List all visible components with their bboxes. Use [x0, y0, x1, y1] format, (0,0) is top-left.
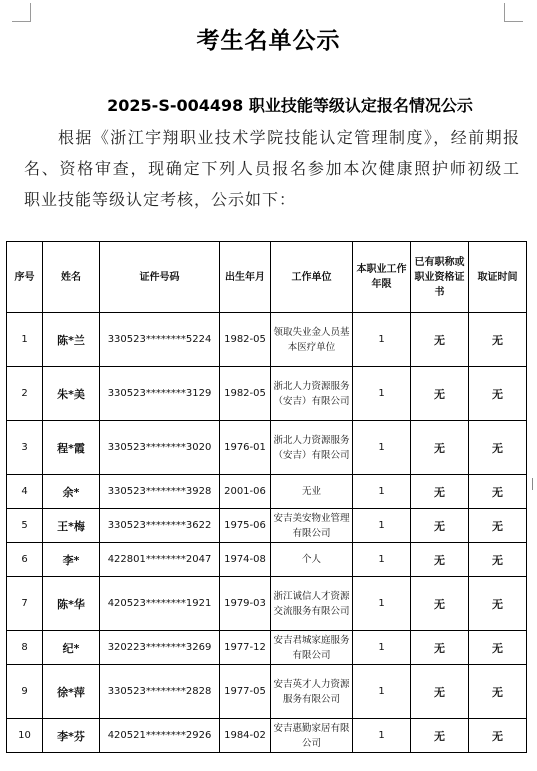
cell-name: 李*芬 — [43, 719, 100, 753]
cell-id: 330523********3129 — [100, 367, 220, 421]
header-id: 证件号码 — [100, 242, 220, 313]
header-unit: 工作单位 — [271, 242, 353, 313]
header-birth: 出生年月 — [220, 242, 271, 313]
table-row — [7, 509, 527, 543]
margin-corner-mark-right — [504, 3, 523, 22]
cell-no: 2 — [7, 367, 43, 421]
cell-years: 1 — [353, 543, 411, 577]
cell-date: 无 — [469, 577, 527, 631]
cell-birth: 1977-05 — [220, 665, 271, 719]
cell-name: 王*梅 — [43, 509, 100, 543]
cell-date: 无 — [469, 665, 527, 719]
cell-birth: 1977-12 — [220, 631, 271, 665]
cell-unit: 浙北人力资源服务（安吉）有限公司 — [271, 421, 353, 475]
cell-cert: 无 — [411, 665, 469, 719]
cell-date: 无 — [469, 509, 527, 543]
cell-birth: 1982-05 — [220, 367, 271, 421]
cell-years: 1 — [353, 421, 411, 475]
cell-unit: 浙江诚信人才资源交流服务有限公司 — [271, 577, 353, 631]
cell-name: 徐*萍 — [43, 665, 100, 719]
cell-unit: 个人 — [271, 543, 353, 577]
cell-years: 1 — [353, 719, 411, 753]
header-date: 取证时间 — [469, 242, 527, 313]
cell-name: 李* — [43, 543, 100, 577]
cell-id: 330523********3020 — [100, 421, 220, 475]
cell-cert: 无 — [411, 577, 469, 631]
notice-subtitle: 2025-S-004498 职业技能等级认定报名情况公示 — [107, 96, 473, 115]
intro-paragraph: 根据《浙江宇翔职业技术学院技能认定管理制度》，经前期报名、资格审查，现确定下列人员报名参加本次健康照护师初级工 职业技能等级认定考核，公示如下： — [24, 128, 520, 209]
cell-no: 9 — [7, 665, 43, 719]
cell-birth: 2001-06 — [220, 475, 271, 509]
table-row — [7, 367, 527, 421]
cell-no: 4 — [7, 475, 43, 509]
cell-name: 陈*兰 — [43, 313, 100, 367]
cell-birth: 1976-01 — [220, 421, 271, 475]
cell-no: 1 — [7, 313, 43, 367]
cell-birth: 1982-05 — [220, 313, 271, 367]
cell-cert: 无 — [411, 475, 469, 509]
page-tick-mark — [532, 478, 533, 490]
table-row — [7, 719, 527, 753]
cell-id: 422801********2047 — [100, 543, 220, 577]
cell-unit: 安吉英才人力资源服务有限公司 — [271, 665, 353, 719]
cell-unit: 浙北人力资源服务（安吉）有限公司 — [271, 367, 353, 421]
cell-id: 330523********3928 — [100, 475, 220, 509]
cell-years: 1 — [353, 665, 411, 719]
cell-date: 无 — [469, 367, 527, 421]
cell-unit: 领取失业金人员基本医疗单位 — [271, 313, 353, 367]
cell-years: 1 — [353, 475, 411, 509]
table-row — [7, 421, 527, 475]
cell-unit: 安吉美安物业管理有限公司 — [271, 509, 353, 543]
table-row — [7, 475, 527, 509]
candidate-table — [6, 241, 527, 753]
cell-no: 6 — [7, 543, 43, 577]
cell-name: 陈*华 — [43, 577, 100, 631]
cell-id: 330523********2828 — [100, 665, 220, 719]
cell-date: 无 — [469, 313, 527, 367]
cell-no: 10 — [7, 719, 43, 753]
margin-corner-mark-left — [12, 3, 31, 22]
cell-id: 330523********5224 — [100, 313, 220, 367]
cell-birth: 1974-08 — [220, 543, 271, 577]
cell-date: 无 — [469, 631, 527, 665]
cell-date: 无 — [469, 421, 527, 475]
table-row — [7, 543, 527, 577]
cell-years: 1 — [353, 577, 411, 631]
cell-cert: 无 — [411, 631, 469, 665]
cell-no: 5 — [7, 509, 43, 543]
cell-id: 420521********2926 — [100, 719, 220, 753]
cell-date: 无 — [469, 543, 527, 577]
cell-birth: 1984-02 — [220, 719, 271, 753]
cell-years: 1 — [353, 509, 411, 543]
header-cert: 已有职称或职业资格证书 — [411, 242, 469, 313]
table-header-row — [7, 242, 527, 313]
cell-cert: 无 — [411, 367, 469, 421]
cell-years: 1 — [353, 631, 411, 665]
cell-cert: 无 — [411, 313, 469, 367]
table-row — [7, 665, 527, 719]
table-row — [7, 313, 527, 367]
cell-date: 无 — [469, 475, 527, 509]
cell-unit: 无业 — [271, 475, 353, 509]
page-title: 考生名单公示 — [196, 28, 341, 54]
cell-name: 纪* — [43, 631, 100, 665]
cell-unit: 安吉君城家庭服务有限公司 — [271, 631, 353, 665]
header-no: 序号 — [7, 242, 43, 313]
cell-no: 8 — [7, 631, 43, 665]
header-name: 姓名 — [43, 242, 100, 313]
cell-birth: 1975-06 — [220, 509, 271, 543]
cell-date: 无 — [469, 719, 527, 753]
cell-years: 1 — [353, 313, 411, 367]
cell-cert: 无 — [411, 719, 469, 753]
cell-name: 朱*美 — [43, 367, 100, 421]
cell-id: 420523********1921 — [100, 577, 220, 631]
cell-no: 3 — [7, 421, 43, 475]
cell-cert: 无 — [411, 509, 469, 543]
header-years: 本职业工作年限 — [353, 242, 411, 313]
cell-cert: 无 — [411, 543, 469, 577]
cell-id: 320223********3269 — [100, 631, 220, 665]
cell-years: 1 — [353, 367, 411, 421]
cell-name: 余* — [43, 475, 100, 509]
cell-id: 330523********3622 — [100, 509, 220, 543]
table-row — [7, 631, 527, 665]
cell-no: 7 — [7, 577, 43, 631]
cell-birth: 1979-03 — [220, 577, 271, 631]
cell-unit: 安吉惠勤家居有限公司 — [271, 719, 353, 753]
cell-cert: 无 — [411, 421, 469, 475]
table-row — [7, 577, 527, 631]
cell-name: 程*霞 — [43, 421, 100, 475]
